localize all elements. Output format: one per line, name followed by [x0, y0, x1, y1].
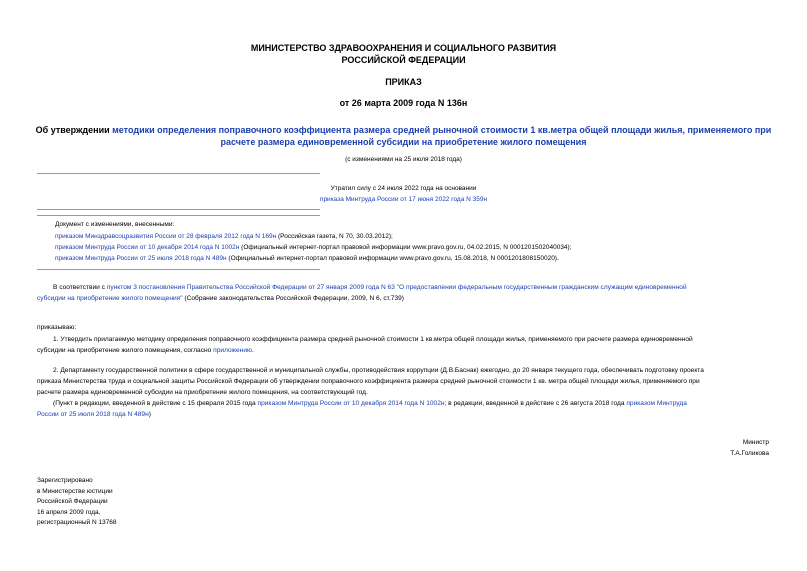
registration-line: Зарегистрировано	[37, 477, 93, 484]
doc-title-line-2	[0, 136, 807, 148]
amendment-link[interactable]: приказом Минздравсоцразвития России от 28 февраля 2012 года N 169н	[55, 233, 277, 240]
note-start: (Пункт в редакции, введенной в действие с 15 февраля 2015 года	[53, 400, 258, 407]
ministry-line-2: РОССИЙСКОЙ ФЕДЕРАЦИИ	[341, 55, 466, 65]
doc-date-number: от 26 марта 2009 года N 136н	[339, 98, 468, 108]
signatory-name: Т.А.Голикова	[730, 450, 769, 457]
order-word: приказываю:	[37, 324, 77, 331]
clause-2-note-line-2	[37, 409, 770, 421]
clause-1-line-2	[37, 345, 770, 357]
registration-line: регистрационный N 13768	[37, 519, 117, 526]
expired-link[interactable]: приказа Минтруда России от 17 июня 2022 года N 359н	[319, 196, 488, 203]
preamble-start: В соответствии с	[53, 284, 107, 291]
note-mid: ; в редакции, введенной в действие с 26 августа 2018 года	[444, 400, 627, 407]
note-link-1[interactable]: приказом Минтруда России от 10 декабря 2014 года N 1002н	[257, 400, 445, 407]
expired-text: Утратил силу с 24 июля 2022 года на основании	[330, 185, 477, 192]
note-end: )	[148, 411, 151, 418]
registration-line: в Министерстве юстиции	[37, 487, 113, 495]
signatory-position: Министр	[742, 439, 769, 446]
clause-1-end: .	[251, 347, 254, 354]
clause-2-line-1: 2. Департаменту государственной политики в сфере государственной и муниципальной службы, противодействия коррупции (Д.В.Баснак) ежегодно, до 20 января текущего года, обеспечивать подготовку проекта	[53, 367, 704, 374]
divider	[37, 215, 320, 216]
doc-title	[0, 124, 807, 136]
amendment-source: (Официальный интернет-портал правовой информации www.pravo.gov.ru, 15.08.2018, N 0001201808150020).	[226, 255, 559, 262]
divider	[37, 209, 320, 210]
ministry-line-1: МИНИСТЕРСТВО ЗДРАВООХРАНЕНИЯ И СОЦИАЛЬНОГО РАЗВИТИЯ	[250, 43, 557, 53]
title-link-line-2[interactable]: расчете размера единовременной субсидии на приобретение жилого помещения	[220, 137, 587, 147]
divider	[37, 269, 320, 270]
preamble-end: (Собрание законодательства Российской Федерации, 2009, N 6, ст.739)	[182, 295, 404, 302]
divider	[37, 173, 320, 174]
registration-line: Российской Федерации	[37, 498, 108, 505]
note-link-2-cont[interactable]: России от 25 июля 2018 года N 489н	[37, 411, 149, 418]
amendment-item	[55, 253, 559, 265]
clause-1-text: субсидии на приобретение жилого помещения, согласно	[37, 347, 214, 354]
note-link-2[interactable]: приказом Минтруда	[626, 400, 687, 407]
amendment-source: (Российская газета, N 70, 30.03.2012);	[276, 233, 393, 240]
amendment-source: (Официальный интернет-портал правовой информации www.pravo.gov.ru, 04.02.2015, N 0001201502040034);	[239, 244, 572, 251]
doc-type: ПРИКАЗ	[385, 77, 422, 87]
clause-2-line-2: приказа Министерства труда и социальной защиты Российской Федерации об утверждении поправочного коэффициента размера средней рыночной стоимости 1 кв. метра общей площади жилья, применяемого при	[37, 378, 700, 385]
registration-block	[37, 476, 117, 529]
clause-2-line-3: расчете размера единовременной субсидии на приобретение жилого помещения, на соответствующий год.	[37, 389, 368, 396]
preamble-line-2	[37, 293, 770, 305]
expired-link-row	[0, 194, 807, 206]
clause-1-line-1: 1. Утвердить прилагаемую методику определения поправочного коэффициента размера средней рыночной стоимости 1 кв.метра общей площади жилья, применяемого при расчете размера единовременной	[53, 336, 693, 343]
amendments-heading: Документ с изменениями, внесенными:	[55, 221, 175, 228]
amendment-link[interactable]: приказом Минтруда России от 25 июля 2018 года N 489н	[55, 255, 227, 262]
preamble-link-line-2[interactable]: субсидии на приобретение жилого помещения"	[37, 295, 183, 302]
preamble-link[interactable]: пунктом 3 постановления Правительства Российской Федерации от 27 января 2009 года N 63 "О предоставлении федеральным государственным гражданским служащим единовременной	[106, 284, 687, 291]
registration-line: 16 апреля 2009 года,	[37, 508, 101, 516]
amendment-link[interactable]: приказом Минтруда России от 10 декабря 2014 года N 1002н	[55, 244, 240, 251]
appendix-link[interactable]: приложению	[213, 347, 252, 354]
title-link[interactable]: методики определения поправочного коэффициента размера средней рыночной стоимости 1 кв.метра общей площади жилья, применяемого при	[112, 125, 772, 135]
revision-note: (с изменениями на 25 июля 2018 года)	[345, 156, 462, 163]
title-prefix: Об утверждении	[35, 125, 113, 135]
